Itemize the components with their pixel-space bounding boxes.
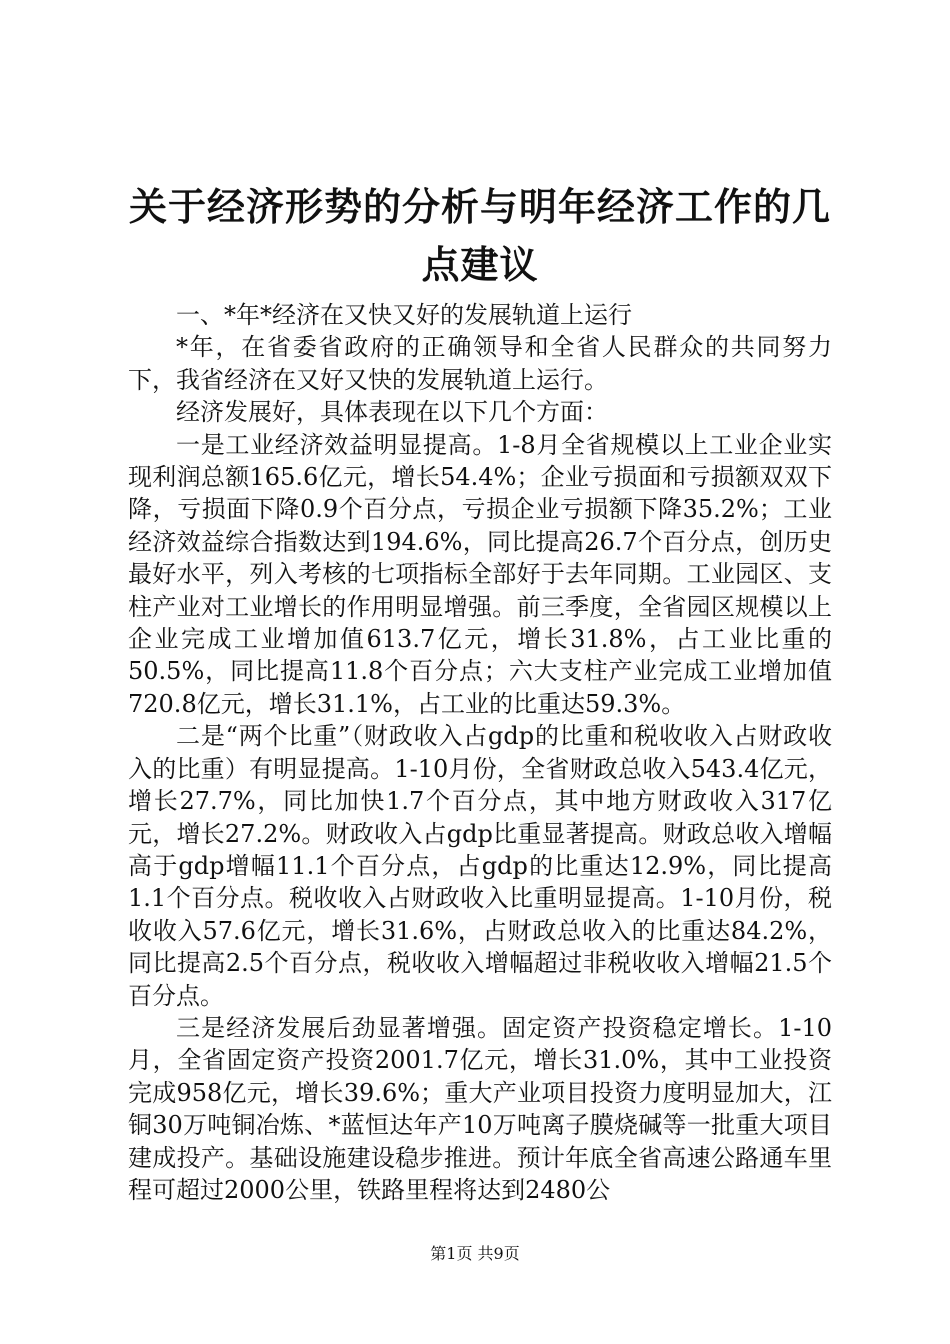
document-title: 关于经济形势的分析与明年经济工作的几点建议	[128, 185, 831, 287]
page-footer: 第1页 共9页	[430, 1244, 520, 1263]
paragraph-industry: 一是工业经济效益明显提高。1-8月全省规模以上工业企业实现利润总额165.6亿元，增长54.4%；企业亏损面和亏损额双双下降，亏损面下降0.9个百分点，亏损企业亏损额下降35.2%；工业经济效益综合指数达到194.6%，同比提高26.7个百分点，创历史最好水平，列入考核的七项指标全部好于去年同期。工业园区、支柱产业对工业增长的作用明显增强。前三季度，全省园区规模以上企业完成工业增加值613.7亿元，增长31.8%，占工业比重的50.5%，同比提高11.8个百分点；六大支柱产业完成工业增加值720.8亿元，增长31.1%，占工业的比重达59.3%。	[128, 430, 832, 718]
paragraph-lead: 经济发展好，具体表现在以下几个方面：	[176, 398, 608, 427]
paragraph-intro: *年，在省委省政府的正确领导和全省人民群众的共同努力下，我省经济在又好又快的发展轨道上运行。	[128, 333, 832, 394]
paragraph-fiscal: 二是“两个比重”（财政收入占gdp的比重和税收收入占财政收入的比重）有明显提高。1-10月份，全省财政总收入543.4亿元，增长27.7%，同比加快1.7个百分点，其中地方财政收入317亿元，增长27.2%。财政收入占gdp比重显著提高。财政总收入增幅高于gdp增幅11.1个百分点，占gdp的比重达12.9%，同比提高1.1个百分点。税收收入占财政收入比重明显提高。1-10月份，税收收入57.6亿元，增长31.6%，占财政总收入的比重达84.2%，同比提高2.5个百分点，税收收入增幅超过非税收收入增幅21.5个百分点。	[128, 722, 832, 1010]
section-heading: 一、*年*经济在又快又好的发展轨道上运行	[176, 301, 632, 329]
paragraph-investment: 三是经济发展后劲显著增强。固定资产投资稳定增长。1-10月，全省固定资产投资2001.7亿元，增长31.0%，其中工业投资完成958亿元，增长39.6%；重大产业项目投资力度明显加大，江铜30万吨铜冶炼、*蓝恒达年产10万吨离子膜烧碱等一批重大项目建成投产。基础设施建设稳步推进。预计年底全省高速公路通车里程可超过2000公里，铁路里程将达到2480公	[128, 1013, 832, 1204]
document-body	[128, 299, 832, 1206]
